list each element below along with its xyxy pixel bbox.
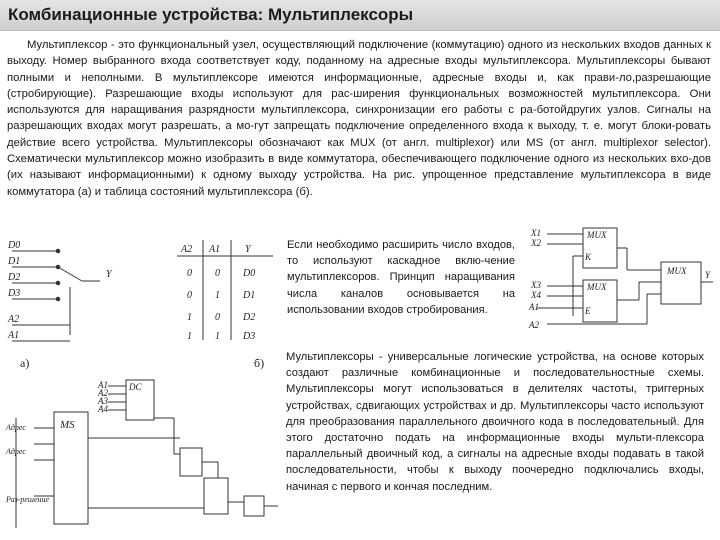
fig-b-header-a2: A2	[181, 244, 193, 255]
svg-text:MUX: MUX	[667, 266, 687, 276]
fig-a-input-d2: D2	[8, 272, 21, 283]
svg-text:A2: A2	[529, 320, 539, 330]
fig-b-header-a1: A1	[209, 244, 221, 255]
svg-text:0: 0	[215, 268, 220, 279]
svg-text:A1: A1	[98, 380, 108, 390]
title-bar	[0, 0, 720, 31]
svg-text:D1: D1	[243, 290, 256, 301]
svg-text:MS: MS	[60, 419, 75, 431]
fig-a-input-d0: D0	[8, 240, 21, 251]
svg-text:MUX: MUX	[587, 282, 607, 292]
svg-text:0: 0	[187, 268, 192, 279]
svg-text:A3: A3	[98, 396, 108, 406]
main-paragraph: Мультиплексор - это функциональный узел, осуществляющий подключение (коммутацию) одного из нескольких входов данных к выходу. Номер выбранного входа соответствует коду, поданному на адресные входы мультиплексора. Мультиплексоры бывают полными и неполными. В мультиплексоре имеются информационные, адресные входы и, как прави-ло,разрешающие (стробирующие). Разрешающие входы используют для рас-ширения функциональных возможностей мультиплексора. Они используются для наращивания разрядности мультиплексора, синхронизации его работы с ра-ботойдругих узлов. Сигналы на разрешающих входах могут разрешать, а мо-гут запрещать подключение определенного входа к выходу, т. е. могут блоки-ровать действие всего устройства. Мультиплексоры обозначают как MUX (от англ. multiplexor) или MS (от англ. multiplexor selector). Схематически мультиплексор можно изобразить в виде коммутатора, обеспечивающего подключение одного из нескольких вхо-дов (их называют информационными) к одному выходу устройства. На рис. упрощенное представление мультиплексора в виде коммутатора (а) и таблица состояний мультиплексора (б).	[7, 39, 711, 198]
figure-ms	[4, 378, 284, 534]
figure-b-table	[175, 240, 275, 340]
fig-b-header-y: Y	[245, 244, 251, 255]
svg-text:1: 1	[187, 312, 192, 323]
svg-text:Адрес: Адрес	[6, 423, 26, 432]
figure-b-caption: б)	[254, 356, 265, 370]
fig-a-address-a1: A1	[8, 330, 20, 341]
figure-cascade	[527, 224, 717, 332]
svg-text:E: E	[585, 306, 591, 316]
svg-text:MUX: MUX	[587, 230, 607, 240]
fig-a-address-a2: A2	[8, 314, 20, 325]
svg-text:DC: DC	[129, 382, 142, 392]
svg-text:1: 1	[187, 331, 192, 340]
cascade-paragraph: Если необходимо расширить число входов, то используют каскадное вклю-чение мультиплексоров. Принцип наращивания числа каналов основывается на использовании входов стробирования.	[287, 239, 515, 316]
page-title: Комбинационные устройства: Мультиплексоры	[8, 5, 414, 24]
svg-text:Y: Y	[705, 270, 711, 280]
svg-text:A2: A2	[98, 388, 108, 398]
svg-text:A1: A1	[529, 302, 539, 312]
svg-text:K: K	[585, 252, 592, 262]
svg-text:D0: D0	[243, 268, 256, 279]
svg-text:X4: X4	[531, 290, 541, 300]
svg-text:1: 1	[215, 331, 220, 340]
svg-text:0: 0	[215, 312, 220, 323]
svg-text:Раз-решение: Раз-решение	[6, 495, 50, 504]
svg-text:Адрес: Адрес	[6, 447, 26, 456]
figure-a-caption: а)	[20, 356, 30, 370]
fig-a-output: Y	[106, 269, 112, 280]
svg-text:0: 0	[187, 290, 192, 301]
svg-text:X3: X3	[531, 280, 541, 290]
svg-text:X2: X2	[531, 238, 541, 248]
fig-a-input-d3: D3	[8, 288, 21, 299]
fig-a-input-d1: D1	[8, 256, 21, 267]
svg-text:D3: D3	[243, 331, 256, 340]
svg-text:A4: A4	[98, 404, 108, 414]
figure-a-switch	[0, 237, 140, 367]
svg-text:1: 1	[215, 290, 220, 301]
svg-text:D2: D2	[243, 312, 256, 323]
universal-paragraph: Мультиплексоры - универсальные логические устройства, на основе которых создают различные комбинационные и последовательностные схемы. Мультиплексоры могут использоваться в делителях частоты, триггерных устройствах, сдвигающих устройствах и др. Мультиплексоры часто используют для преобразования параллельного двоичного кода в последовательный. Для этого достаточно подать на информационные входы мульти-плексора параллельный двоичный код, а сигналы на адресные входы подавать в такой последовательности, чтобы к выходу поочередно подключались входы, начиная с первого и кончая последним.	[286, 351, 704, 493]
svg-text:X1: X1	[531, 228, 541, 238]
